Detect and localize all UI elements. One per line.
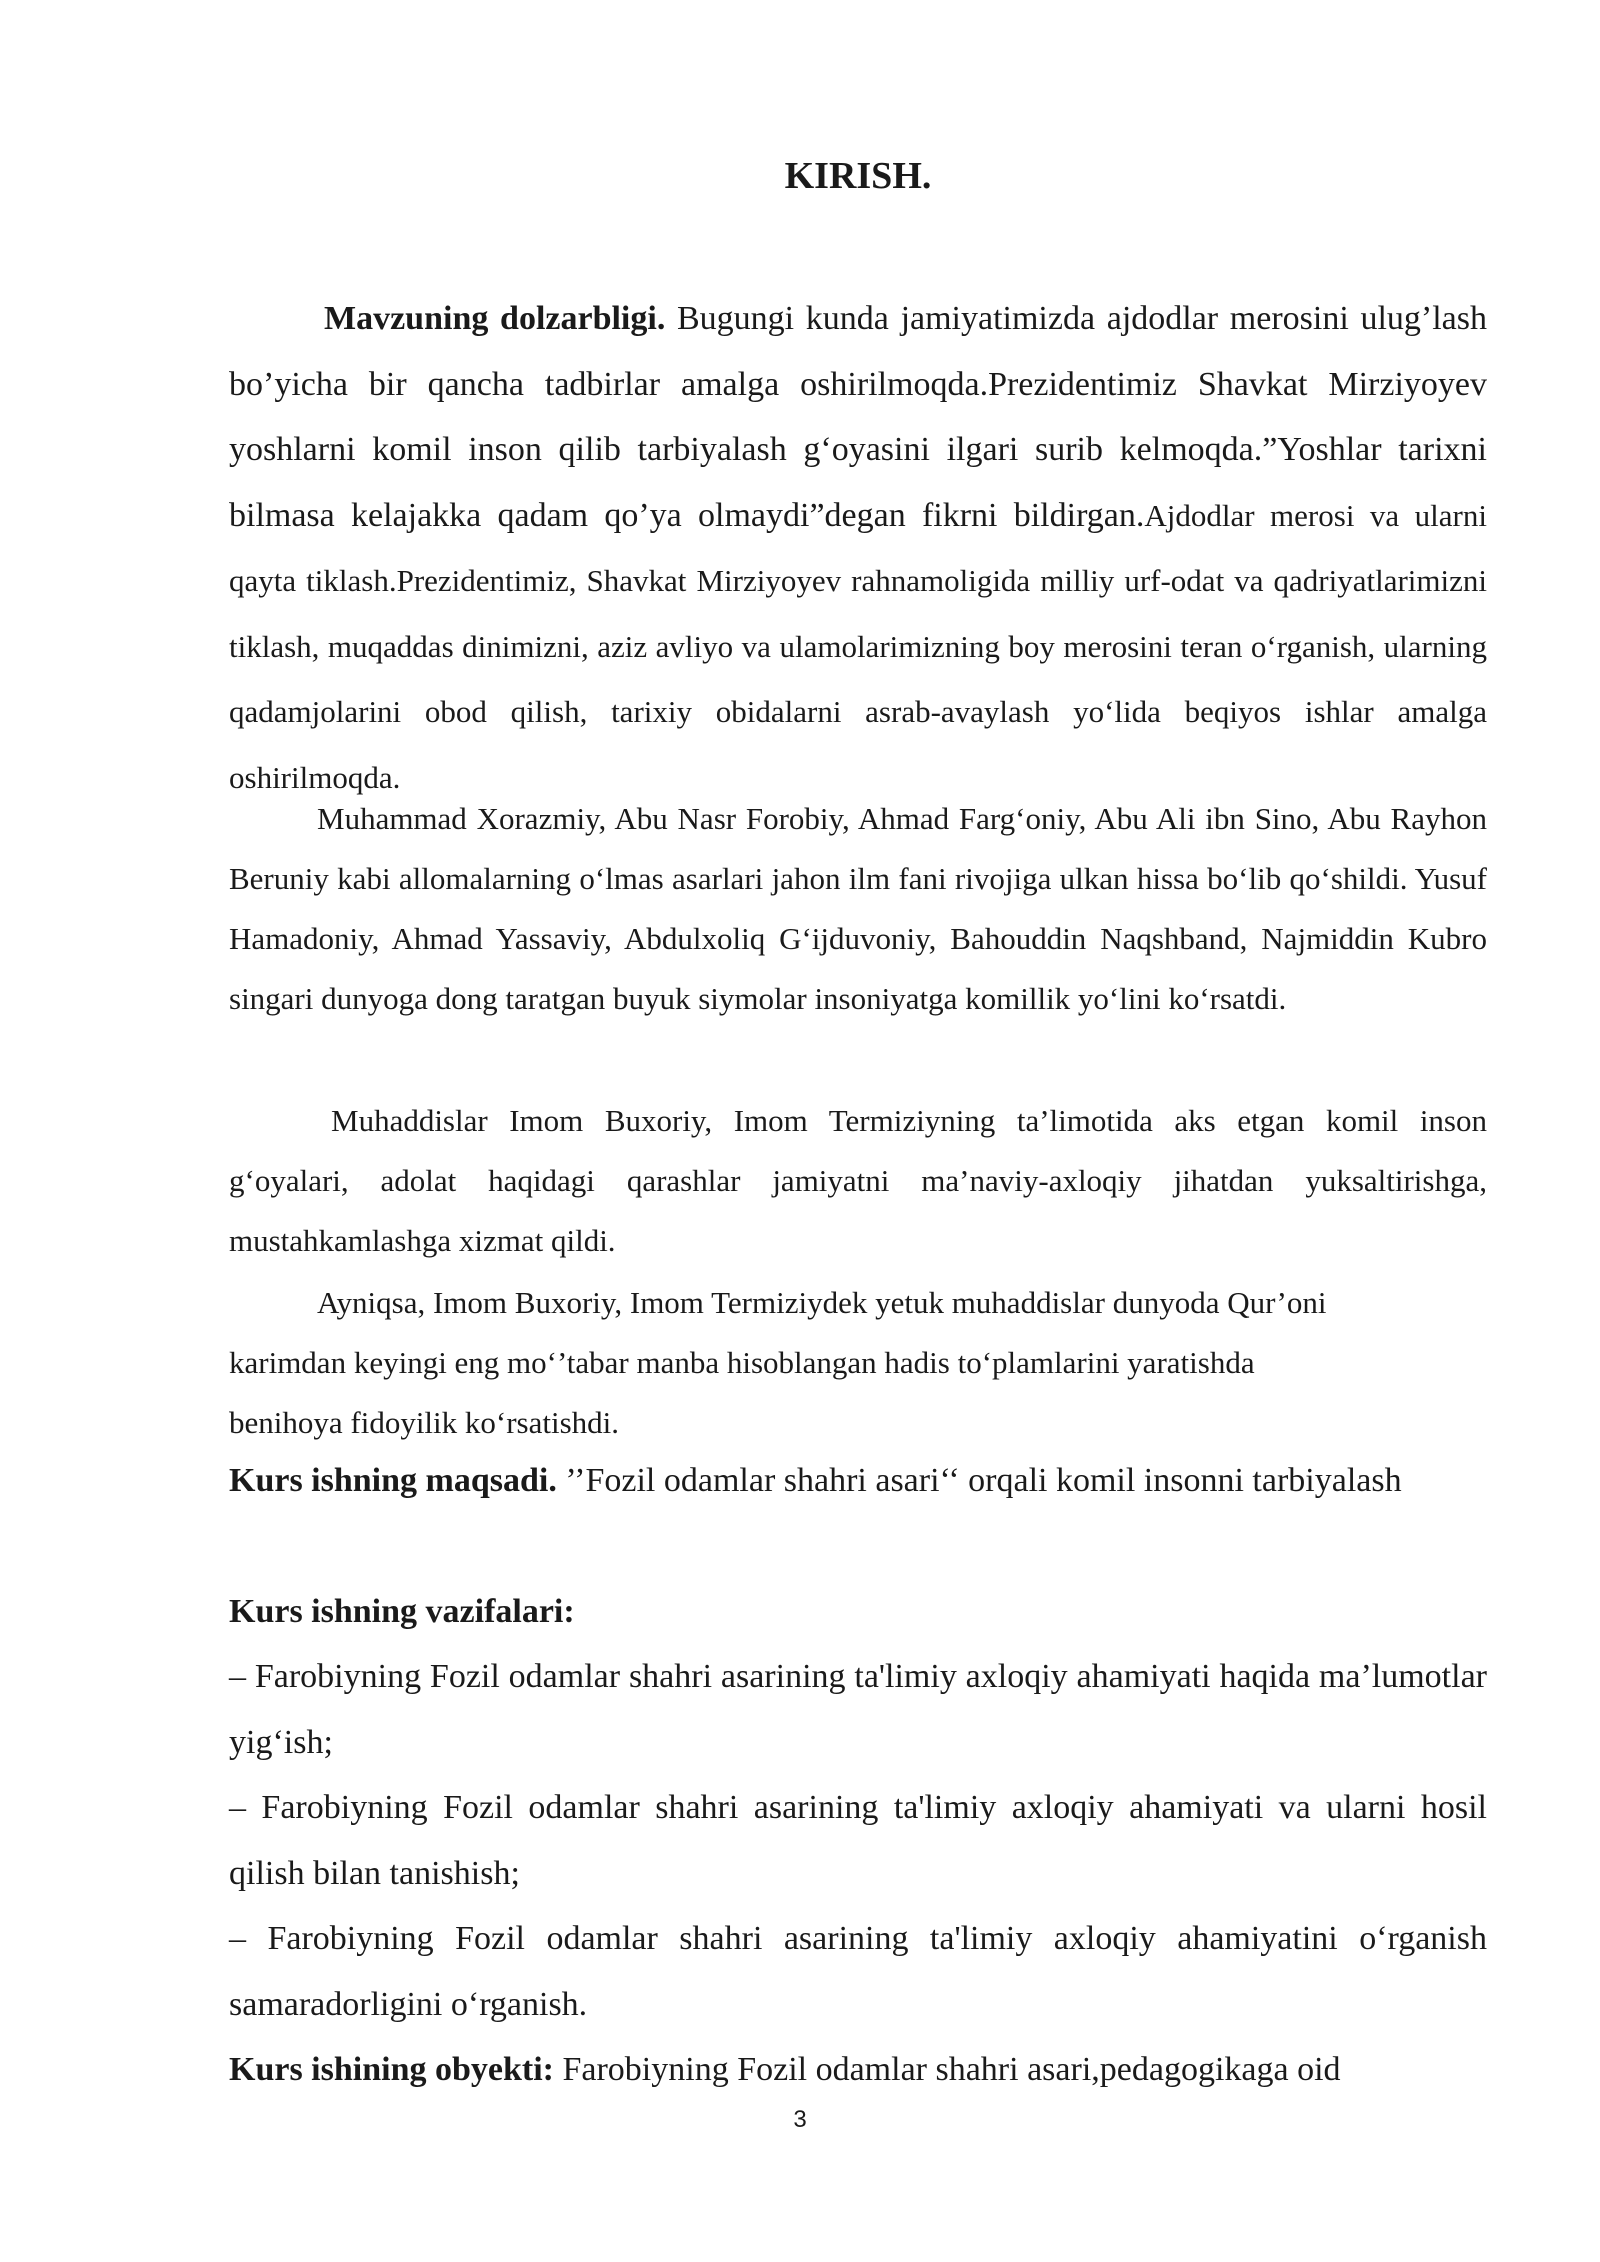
goal-label: Kurs ishning maqsadi. xyxy=(229,1462,557,1499)
object-label: Kurs ishining obyekti: xyxy=(229,2051,554,2088)
task-item: – Farobiyning Fozil odamlar shahri asarining ta'limiy axloqiy ahamiyati haqida ma’lumotlar yig‘ish; xyxy=(229,1658,1487,1761)
ayniqsa-line: Ayniqsa, Imom Buxoriy, Imom Termiziydek yetuk muhaddislar dunyoda Qur’oni xyxy=(317,1285,1327,1320)
relevance-label: Mavzuning dolzarbligi. xyxy=(324,300,666,337)
task-item: – Farobiyning Fozil odamlar shahri asarining ta'limiy axloqiy ahamiyatini o‘rganish samaradorligini o‘rganish. xyxy=(229,1920,1487,2023)
page-title: KIRISH. xyxy=(784,155,932,197)
relevance-text-b: Ajdodlar merosi va ularni qayta tiklash.Prezidentimiz, Shavkat Mirziyoyev rahnamoligida milliy urf-odat va qadriyatlarimizni tiklash, muqaddas dinimizni, aziz avliyo va ulamolarimizning boy merosini teran o‘rganish, ularning qadamjolarini obod qilish, tarixiy obidalarni asrab-avaylash yo‘lida beqiyos ishlar amalga oshirilmoqda. xyxy=(229,497,1487,795)
muhaddis-paragraph: Muhaddislar Imom Buxoriy, Imom Termiziyning ta’limotida aks etgan komil inson g‘oyalari, adolat haqidagi qarashlar jamiyatni ma’naviy-axloqiy jihatdan yuksaltirishga, mustahkamlashga xizmat qildi. xyxy=(229,1103,1487,1258)
relevance-text-a: Bugungi kunda jamiyatimizda ajdodlar merosini ulug’lash bo’yicha bir qancha tadbirlar amalga oshirilmoqda.Prezidentimiz Shavkat Mirziyoyev yoshlarni komil inson qilib tarbiyalash g‘oyasini ilgari surib kelmoqda.”Yoshlar tarixni bilmasa kelajakka qadam qo’ya olmaydi”degan fikrni bildirgan. xyxy=(229,300,1488,534)
relevance-paragraph xyxy=(229,286,1487,810)
scholars-paragraph: Muhammad Xorazmiy, Abu Nasr Forobiy, Ahmad Farg‘oniy, Abu Ali ibn Sino, Abu Rayhon Beruniy kabi allomalarning o‘lmas asarlari jahon ilm fani rivojiga ulkan hissa bo‘lib qo‘shildi. Yusuf Hamadoniy, Ahmad Yassaviy, Abdulxoliq G‘ijduvoniy, Bahouddin Naqshband, Najmiddin Kubro singari dunyoga dong taratgan buyuk siymolar insoniyatga komillik yo‘lini ko‘rsatdi. xyxy=(229,801,1487,1016)
tasks-label: Kurs ishning vazifalari: xyxy=(229,1593,575,1630)
ayniqsa-paragraph xyxy=(229,1273,1487,1453)
tasks-heading xyxy=(229,1579,1487,1645)
page-number: 3 xyxy=(793,2106,807,2133)
ayniqsa-line: benihoya fidoyilik ko‘rsatishdi. xyxy=(229,1405,620,1440)
goal-text: ’’Fozil odamlar shahri asari‘‘ orqali komil insonni tarbiyalash xyxy=(556,1462,1402,1499)
goal-paragraph xyxy=(229,1448,1487,1514)
ayniqsa-line: karimdan keyingi eng mo‘’tabar manba hisoblangan hadis to‘plamlarini yaratishda xyxy=(229,1345,1255,1380)
task-item: – Farobiyning Fozil odamlar shahri asarining ta'limiy axloqiy ahamiyati va ularni hosil qilish bilan tanishish; xyxy=(229,1789,1487,1892)
object-paragraph xyxy=(229,2037,1487,2103)
object-text: Farobiyning Fozil odamlar shahri asari,pedagogikaga oid xyxy=(553,2051,1341,2088)
